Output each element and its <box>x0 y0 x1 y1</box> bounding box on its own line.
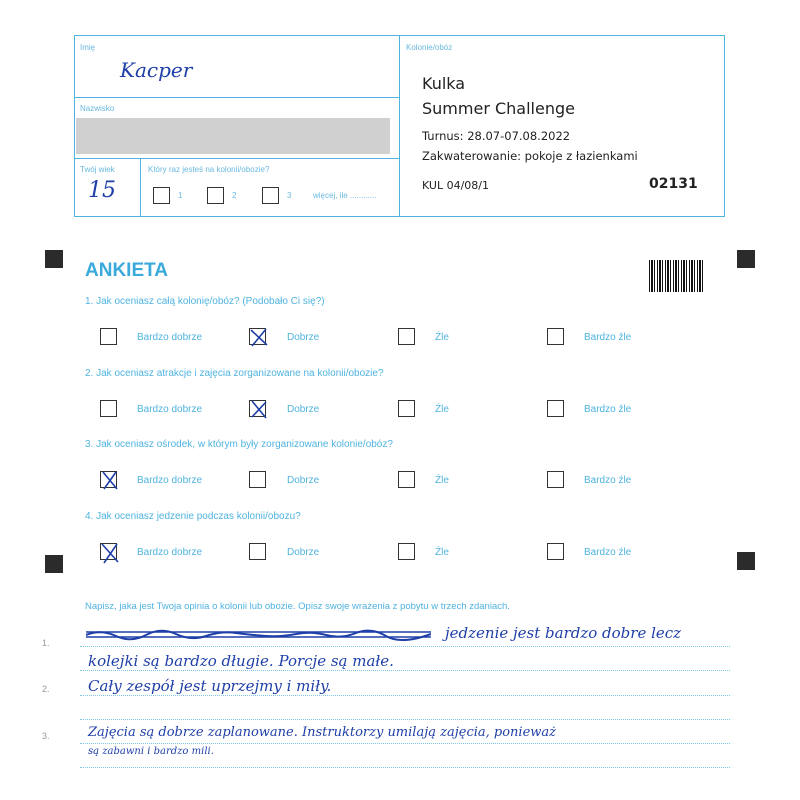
q3-checkbox-bardzo-dobrze[interactable] <box>100 471 117 488</box>
answer-line-1 <box>80 646 730 647</box>
check-mark-icon <box>99 541 123 565</box>
answer-text-1[interactable]: jedzenie jest bardzo dobre lecz <box>445 624 682 642</box>
q1-option-bardzo-zle: Bardzo źle <box>584 332 632 343</box>
line-number-2: 2. <box>42 684 50 694</box>
q4-option-bardzo-dobrze: Bardzo dobrze <box>137 547 203 558</box>
ktory-raz-label: Który raz jesteś na kolonii/obozie? <box>148 165 270 174</box>
answer-text-3[interactable]: Zajęcia są dobrze zaplanowane. Instruktorzy umilają zajęcia, ponieważ <box>88 725 556 740</box>
answer-text-3b[interactable]: są zabawni i bardzo mili. <box>88 746 214 757</box>
zakwaterowanie: Zakwaterowanie: pokoje z łazienkami <box>422 149 638 163</box>
check-mark-icon <box>248 326 270 348</box>
wiecej-label: więcej, ile ............ <box>313 191 377 200</box>
line-number-1: 1. <box>42 638 50 648</box>
q3-option-zle: Źle <box>435 475 449 486</box>
header-divider-vertical <box>399 35 400 217</box>
ktory-raz-checkbox-2[interactable] <box>207 187 224 204</box>
scribbled-out-text <box>86 627 431 642</box>
ktory-raz-option-3: 3 <box>287 191 292 200</box>
wiek-label: Twój wiek <box>80 165 115 174</box>
nazwisko-label: Nazwisko <box>80 104 115 113</box>
q4-checkbox-dobrze[interactable] <box>249 543 266 560</box>
camp-code: KUL 04/08/1 <box>422 179 489 192</box>
q4-option-bardzo-zle: Bardzo źle <box>584 547 632 558</box>
kolonie-label: Kolonie/obóz <box>406 43 453 52</box>
camp-name-1: Kulka <box>422 74 466 93</box>
q4-option-zle: Źle <box>435 547 449 558</box>
q1-checkbox-bardzo-zle[interactable] <box>547 328 564 345</box>
q2-checkbox-bardzo-dobrze[interactable] <box>100 400 117 417</box>
ktory-raz-checkbox-3[interactable] <box>262 187 279 204</box>
q2-option-zle: Źle <box>435 404 449 415</box>
q2-checkbox-bardzo-zle[interactable] <box>547 400 564 417</box>
q3-checkbox-dobrze[interactable] <box>249 471 266 488</box>
q3-option-bardzo-dobrze: Bardzo dobrze <box>137 475 203 486</box>
q4-checkbox-bardzo-zle[interactable] <box>547 543 564 560</box>
question-2: 2. Jak oceniasz atrakcje i zajęcia zorganizowane na kolonii/obozie? <box>85 368 384 379</box>
header-divider-1 <box>74 97 400 98</box>
ktory-raz-option-1: 1 <box>178 191 183 200</box>
line-number-3: 3. <box>42 731 50 741</box>
q3-option-bardzo-zle: Bardzo źle <box>584 475 632 486</box>
imie-value[interactable]: Kacper <box>120 58 193 82</box>
wiek-value[interactable]: 15 <box>88 178 116 203</box>
turnus: Turnus: 28.07-07.08.2022 <box>422 129 571 143</box>
q1-checkbox-zle[interactable] <box>398 328 415 345</box>
q2-option-dobrze: Dobrze <box>287 404 320 415</box>
registration-mark-top-right <box>737 250 755 268</box>
q3-checkbox-zle[interactable] <box>398 471 415 488</box>
nazwisko-redacted <box>76 118 390 154</box>
q1-option-dobrze: Dobrze <box>287 332 320 343</box>
survey-title: ANKIETA <box>85 260 169 281</box>
registration-mark-top-left <box>45 250 63 268</box>
answer-line-3 <box>80 743 730 744</box>
q4-checkbox-zle[interactable] <box>398 543 415 560</box>
answer-line-2 <box>80 695 730 696</box>
answer-line-1b <box>80 670 730 671</box>
q1-checkbox-bardzo-dobrze[interactable] <box>100 328 117 345</box>
ktory-raz-option-2: 2 <box>232 191 237 200</box>
q3-option-dobrze: Dobrze <box>287 475 320 486</box>
question-1: 1. Jak oceniasz całą kolonię/obóz? (Podobało Ci się?) <box>85 296 325 307</box>
opinion-prompt: Napisz, jaka jest Twoja opinia o kolonii lub obozie. Opisz swoje wrażenia z pobytu w trzech zdaniach. <box>85 601 510 612</box>
camp-name-2: Summer Challenge <box>422 99 575 118</box>
header-divider-3 <box>140 158 141 217</box>
q2-option-bardzo-zle: Bardzo źle <box>584 404 632 415</box>
check-mark-icon <box>248 398 270 420</box>
q1-checkbox-dobrze[interactable] <box>249 328 266 345</box>
q3-checkbox-bardzo-zle[interactable] <box>547 471 564 488</box>
q2-option-bardzo-dobrze: Bardzo dobrze <box>137 404 203 415</box>
answer-text-1b[interactable]: kolejki są bardzo długie. Porcje są małe. <box>88 652 394 670</box>
form-number: 02131 <box>649 176 698 192</box>
q2-checkbox-dobrze[interactable] <box>249 400 266 417</box>
ktory-raz-checkbox-1[interactable] <box>153 187 170 204</box>
q1-option-bardzo-dobrze: Bardzo dobrze <box>137 332 203 343</box>
answer-line-2b <box>80 719 730 720</box>
header-divider-2 <box>74 158 400 159</box>
answer-line-3b <box>80 767 730 768</box>
imie-label: Imię <box>80 43 96 52</box>
check-mark-icon <box>99 469 121 491</box>
registration-mark-bottom-right <box>737 552 755 570</box>
question-4: 4. Jak oceniasz jedzenie podczas kolonii/obozu? <box>85 511 301 522</box>
q2-checkbox-zle[interactable] <box>398 400 415 417</box>
barcode <box>649 260 705 292</box>
q4-option-dobrze: Dobrze <box>287 547 320 558</box>
registration-mark-bottom-left <box>45 555 63 573</box>
q4-checkbox-bardzo-dobrze[interactable] <box>100 543 117 560</box>
answer-text-2[interactable]: Cały zespół jest uprzejmy i miły. <box>88 677 332 695</box>
q1-option-zle: Źle <box>435 332 449 343</box>
question-3: 3. Jak oceniasz ośrodek, w którym były zorganizowane kolonie/obóz? <box>85 439 393 450</box>
